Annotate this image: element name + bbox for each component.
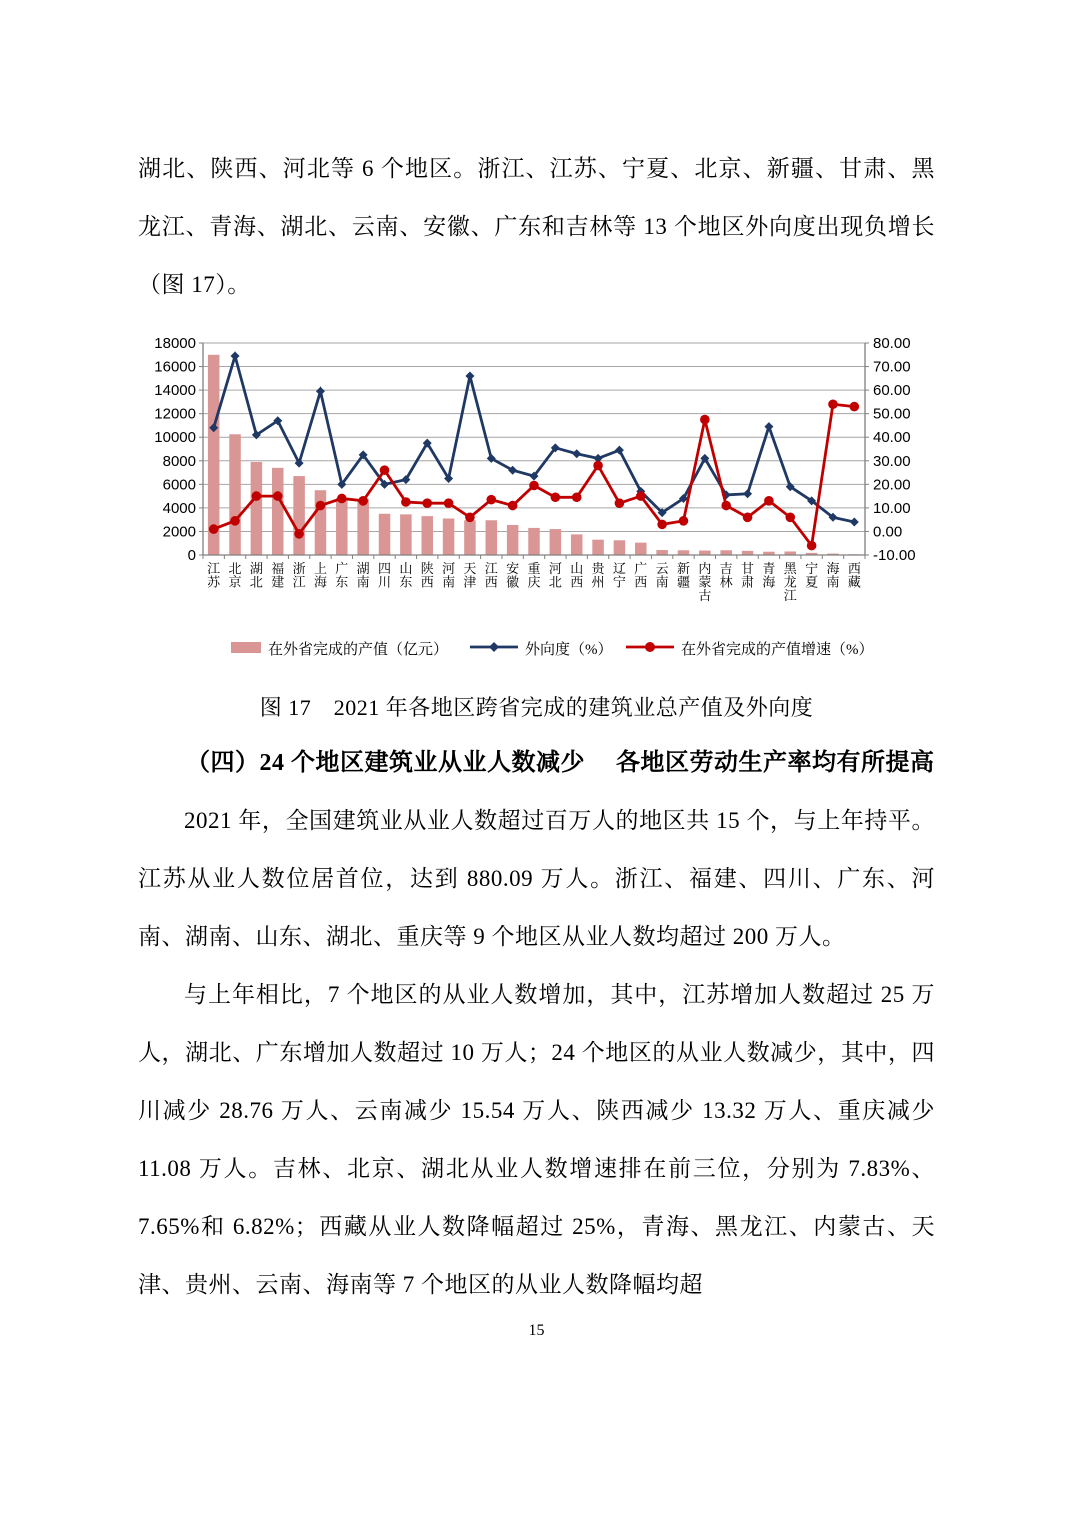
legend-circle-marker	[645, 642, 655, 652]
left-axis-tick-label: 2000	[162, 523, 196, 541]
right-axis-tick-label: 80.00	[873, 335, 911, 352]
circle-marker	[636, 491, 646, 501]
left-axis-tick-label: 10000	[154, 429, 196, 447]
diamond-marker	[572, 449, 581, 458]
bar	[614, 540, 626, 555]
right-axis-tick-label: 20.00	[873, 476, 911, 494]
x-axis-label: 安徽	[506, 561, 520, 590]
diamond-marker	[743, 489, 752, 498]
circle-marker	[593, 461, 603, 471]
x-axis-label: 天津	[463, 561, 477, 590]
circle-marker	[444, 498, 454, 508]
circle-marker	[785, 513, 795, 523]
right-axis-tick-label: 70.00	[873, 358, 911, 376]
section-heading: （四）24 个地区建筑业从业人数减少 各地区劳动生产率均有所提高	[186, 750, 935, 776]
circle-marker	[358, 496, 368, 506]
circle-marker	[337, 494, 347, 504]
diamond-marker	[465, 371, 474, 380]
legend-label-red: 在外省完成的产值增速（%）	[681, 642, 874, 658]
bar	[678, 550, 690, 555]
left-axis-tick-label: 16000	[154, 358, 196, 376]
circle-marker	[209, 524, 219, 534]
bar	[272, 468, 284, 555]
x-axis-label: 青海	[762, 561, 776, 590]
circle-marker	[679, 516, 689, 526]
paragraph-1: 2021 年，全国建筑业从业人数超过百万人的地区共 15 个，与上年持平。江苏从业人数位居首位，达到 880.09 万人。浙江、福建、四川、广东、河南、湖南、山东、湖北、重庆等 9 个地区从业人数均超过 200 万人。	[138, 808, 936, 949]
x-axis-label: 江西	[484, 561, 498, 590]
circle-marker	[572, 492, 582, 502]
x-axis-label: 黑龙江	[783, 561, 797, 603]
circle-marker	[294, 529, 304, 539]
diamond-marker	[316, 387, 325, 396]
left-axis-tick-label: 12000	[154, 405, 196, 423]
x-axis-label: 山西	[570, 561, 584, 590]
x-axis-labels	[207, 561, 861, 603]
circle-marker	[615, 498, 625, 508]
chart-legend	[231, 640, 874, 658]
bar	[379, 514, 391, 555]
x-axis-label: 辽宁	[612, 561, 626, 590]
right-axis-tick-label: 0.00	[873, 523, 903, 541]
x-axis-label: 上海	[313, 561, 327, 590]
circle-marker	[273, 491, 283, 501]
x-axis-label: 河南	[442, 561, 456, 590]
line-waixiangdu	[209, 351, 859, 526]
right-axis-tick-label: 40.00	[873, 429, 911, 447]
right-axis-tick-label: 50.00	[873, 405, 911, 423]
circle-marker	[743, 513, 753, 523]
bar	[528, 528, 540, 555]
left-axis-tick-label: 6000	[162, 476, 196, 494]
figure-caption: 图 17 2021 年各地区跨省完成的建筑业总产值及外向度	[259, 695, 814, 720]
circle-marker	[401, 497, 411, 507]
circle-marker	[764, 496, 774, 506]
x-axis-label: 山东	[399, 561, 413, 590]
figure-17-chart	[148, 335, 958, 690]
legend-diamond-marker	[489, 642, 499, 652]
x-axis-label: 河北	[548, 561, 562, 590]
right-axis-tick-label: -10.00	[873, 547, 916, 564]
circle-marker	[316, 501, 326, 511]
legend-label-bar: 在外省完成的产值（亿元）	[268, 642, 449, 658]
x-axis-label: 北京	[228, 561, 242, 590]
circle-marker	[529, 481, 539, 491]
paragraph-2: 与上年相比，7 个地区的从业人数增加，其中，江苏增加人数超过 25 万人，湖北、广东增加人数超过 10 万人；24 个地区的从业人数减少，其中，四川减少 28.76 万人、云南减少 15.54 万人、陕西减少 13.32 万人、重庆减少 11.08 万人。吉林、北京、湖北从业人数增速排在前三位，分别为 7.83%、7.65%和 6.82%；西藏从业人数降幅超过 25%，青海、黑龙江、内蒙古、天津、贵州、云南、海南等 7 个地区的从业人数降幅均超	[138, 982, 935, 1297]
circle-marker	[252, 491, 262, 501]
left-axis-tick-label: 0	[187, 547, 196, 564]
left-axis-tick-label: 18000	[154, 335, 196, 352]
circle-marker	[422, 498, 432, 508]
bar	[400, 514, 412, 555]
bar	[635, 543, 647, 555]
x-axis-label: 湖北	[249, 561, 263, 590]
x-axis-label: 宁夏	[805, 561, 819, 590]
bar	[464, 520, 476, 555]
bar	[699, 551, 711, 555]
x-axis-label: 广西	[634, 561, 648, 590]
x-axis-label: 云南	[655, 561, 669, 590]
circle-marker	[828, 399, 838, 409]
x-axis-label: 贵州	[591, 561, 605, 590]
bar	[507, 525, 518, 555]
diamond-marker	[231, 351, 240, 360]
circle-marker	[807, 541, 817, 551]
circle-marker	[508, 501, 518, 511]
x-axis-label: 浙江	[292, 561, 306, 590]
circle-marker	[657, 520, 667, 530]
right-axis-tick-label: 10.00	[873, 499, 911, 517]
right-axis-tick-label: 30.00	[873, 452, 911, 470]
circle-marker	[721, 501, 731, 511]
bar	[336, 498, 348, 555]
x-axis-label: 陕西	[420, 561, 434, 590]
legend-bar-swatch	[231, 642, 261, 653]
bar	[550, 529, 562, 555]
bar	[357, 499, 369, 555]
diamond-marker	[850, 518, 859, 527]
bar	[656, 550, 668, 555]
intro-paragraph: 湖北、陕西、河北等 6 个地区。浙江、江苏、宁夏、北京、新疆、甘肃、黑龙江、青海、湖北、云南、安徽、广东和吉林等 13 个地区外向度出现负增长（图 17）。	[138, 156, 935, 297]
bar	[486, 520, 498, 555]
bar	[251, 462, 262, 555]
x-axis-label: 四川	[378, 561, 392, 590]
x-axis-label: 海南	[826, 561, 840, 590]
circle-marker	[486, 495, 496, 505]
left-axis-tick-label: 14000	[154, 382, 196, 400]
x-axis-label: 江苏	[207, 561, 221, 590]
circle-marker	[465, 513, 475, 523]
bar	[315, 490, 327, 555]
circle-marker	[380, 465, 390, 475]
x-axis-label: 西藏	[847, 561, 861, 590]
x-axis-label: 新疆	[676, 561, 690, 590]
x-axis-label: 吉林	[719, 561, 733, 590]
x-axis-label: 福建	[271, 561, 285, 590]
x-axis-label: 甘肃	[741, 561, 755, 590]
left-axis-tick-label: 4000	[162, 499, 196, 517]
bar	[421, 516, 433, 555]
bar	[592, 540, 604, 555]
circle-marker	[850, 402, 860, 412]
bar	[293, 476, 305, 555]
circle-marker	[551, 492, 561, 502]
chart-svg	[148, 335, 958, 690]
x-axis-label: 湖南	[356, 561, 370, 590]
page-number: 15	[528, 1322, 545, 1339]
diamond-marker	[764, 422, 773, 431]
bar	[720, 550, 732, 555]
legend-label-blue: 外向度（%）	[525, 642, 613, 658]
circle-marker	[230, 516, 240, 526]
bar	[443, 518, 455, 555]
x-axis-label: 重庆	[527, 561, 541, 590]
left-axis-tick-label: 8000	[162, 452, 196, 470]
x-axis-label: 内蒙古	[698, 561, 712, 603]
bar	[571, 534, 583, 555]
right-axis-tick-label: 60.00	[873, 382, 911, 400]
circle-marker	[700, 415, 710, 425]
x-axis-label: 广东	[335, 561, 349, 590]
bar	[229, 434, 241, 555]
